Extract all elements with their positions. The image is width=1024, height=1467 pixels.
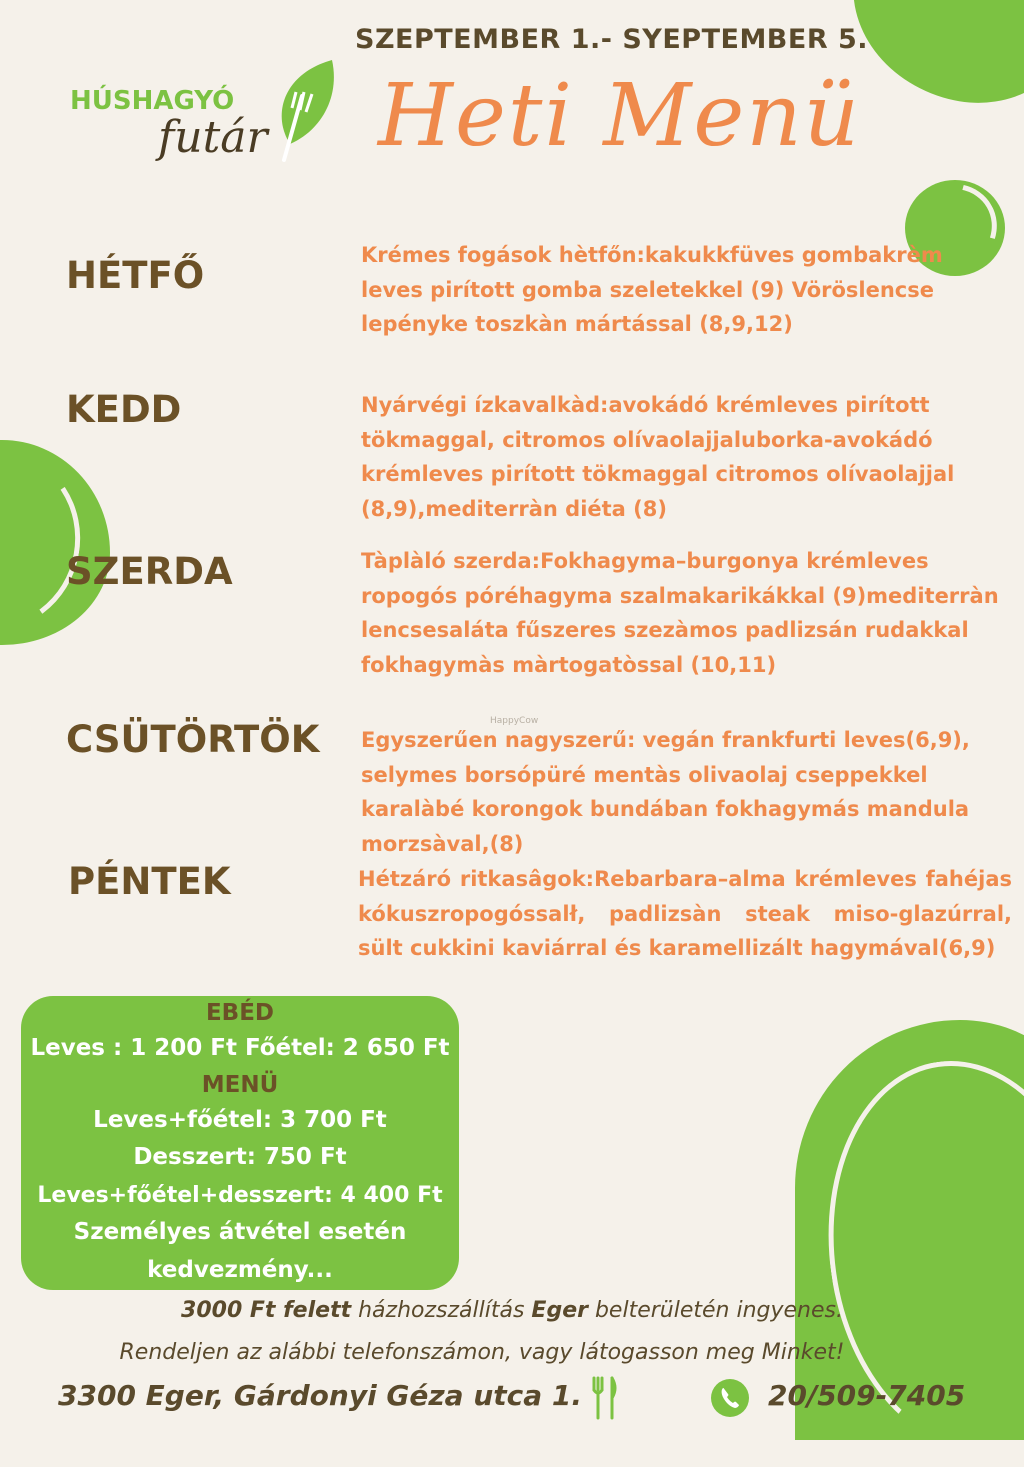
leaf-fork-icon — [262, 56, 342, 166]
day-label: PÉNTEK — [68, 860, 231, 903]
day-label: SZERDA — [66, 550, 233, 593]
dish-description: Krémes fogások hètfőn:kakukkfüves gombakrèm leves pirított gomba szeletekkel (9) Vöröslencse lepényke toszkàn mártással (8,9,12) — [361, 243, 943, 336]
phone-number[interactable]: 20/509-7405 — [768, 1379, 966, 1412]
delivery-text: házhozszállítás — [351, 1298, 532, 1323]
day-label: HÉTFŐ — [66, 254, 205, 297]
date-range: SZEPTEMBER 1.- SYEPTEMBER 5. — [355, 24, 869, 55]
delivery-text-end: belterületén ingyenes. — [587, 1298, 843, 1323]
address: 3300 Eger, Gárdonyi Géza utca 1. — [58, 1379, 583, 1412]
dish-description: Hétzáró ritkasâgok:Rebarbara–alma krémleves fahéjas kókuszropogóssalł, padlizsàn steak miso-glazúrral, sült cukkini kaviárral és karamellizált hagymával(6,9) — [358, 867, 1012, 960]
dish-description: Nyárvégi ízkavalkàd:avokádó krémleves pirított tökmaggal, citromos olívaolajjaluborka-avokádó krémleves pirított tökmaggal citromos olívaolajjal (8,9),mediterràn diéta (8) — [361, 393, 955, 521]
order-note: Rendeljen az alábbi telefonszámon, vagy látogasson meg Minket! — [119, 1340, 845, 1365]
menu-price-soup-main: Leves+főétel: 3 700 Ft — [93, 1106, 387, 1133]
page-title: Heti Menü — [378, 66, 862, 166]
delivery-info — [0, 1298, 1024, 1323]
menu-heading: MENÜ — [201, 1071, 279, 1098]
pickup-discount-line2: kedvezmény... — [147, 1256, 333, 1283]
brand-name-script: futár — [158, 112, 268, 163]
brand-name-top: HÚSHAGYÓ — [70, 86, 235, 116]
menu-price-full: Leves+főétel+desszert: 4 400 Ft — [37, 1182, 443, 1208]
price-box — [21, 996, 459, 1290]
lunch-prices: Leves : 1 200 Ft Főétel: 2 650 Ft — [30, 1035, 450, 1061]
lunch-heading: EBÉD — [205, 1000, 275, 1026]
delivery-threshold: 3000 Ft felett — [181, 1298, 352, 1323]
menu-price-dessert: Desszert: 750 Ft — [133, 1144, 347, 1170]
dish-description: Tàplàló szerda:Fokhagyma–burgonya krémleves ropogós póréhagyma szalmakarikákkal (9)mediterràn lencsesaláta fűszeres szezàmos padlizsán rudakkal fokhagymàs màrtogatòssal (10,11) — [361, 549, 999, 677]
delivery-city: Eger — [531, 1298, 588, 1323]
pickup-discount-line1: Személyes átvétel esetén — [73, 1219, 407, 1245]
day-label: CSÜTÖRTÖK — [66, 718, 320, 761]
watermark: HappyCow — [490, 716, 539, 726]
decor-blob-top-right — [833, 0, 1024, 122]
dish-description: Egyszerűen nagyszerű: vegán frankfurti leves(6,9), selymes borsópüré mentàs olivaolaj cseppekkel karalàbé korongok bundában fokhagymás mandula morzsàval,(8) — [361, 728, 970, 856]
phone-icon[interactable] — [710, 1378, 750, 1418]
day-label: KEDD — [66, 388, 182, 431]
cutlery-icon — [588, 1376, 622, 1420]
